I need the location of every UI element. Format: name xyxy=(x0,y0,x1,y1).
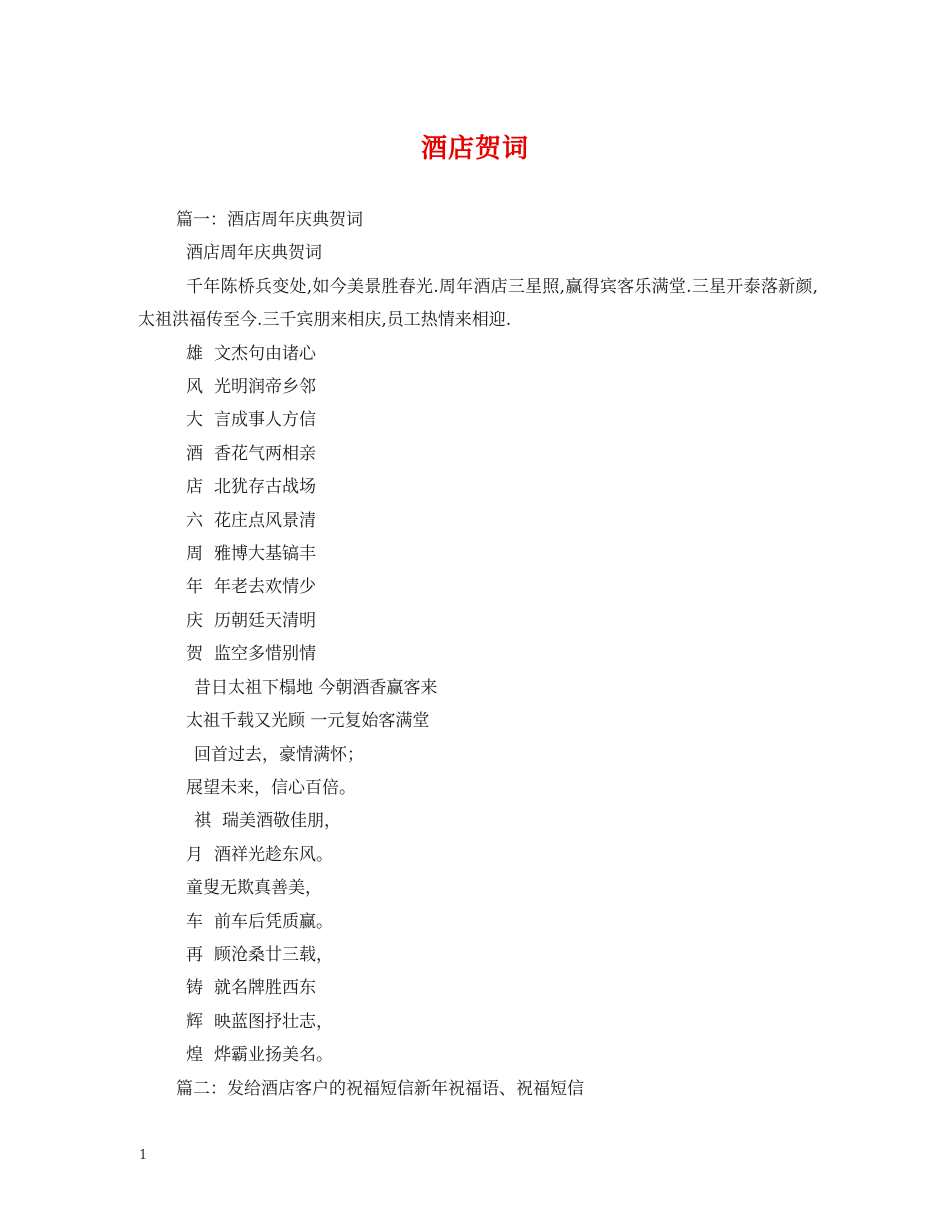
acrostic-text: 顾沧桑廿三载， xyxy=(214,944,333,965)
acrostic-text: 花庄点风景清 xyxy=(214,510,316,531)
couplet-line: 昔日太祖下榻地 今朝酒香赢客来 xyxy=(194,677,438,698)
subheading: 酒店周年庆典贺词 xyxy=(186,243,322,264)
verse-line: 展望未来，信心百倍。 xyxy=(186,777,356,798)
acrostic-char: 车 xyxy=(186,911,203,932)
acrostic-char: 庆 xyxy=(186,610,203,631)
acrostic-line xyxy=(138,805,818,838)
acrostic-char: 再 xyxy=(186,944,203,965)
document-title: 酒店贺词 xyxy=(420,134,529,164)
acrostic-text: 光明润帝乡邻 xyxy=(214,377,316,398)
paragraph: 千年陈桥兵变处,如今美景胜春光.周年酒店三星照,赢得宾客乐满堂.三星开泰落新颜,太祖洪福传至今.三千宾朋来相庆,员工热情来相迎. xyxy=(138,276,818,331)
acrostic-char: 店 xyxy=(186,477,203,498)
acrostic-line xyxy=(138,538,818,571)
acrostic-line xyxy=(138,939,818,972)
page-number: 1 xyxy=(139,1148,148,1163)
acrostic-line xyxy=(138,371,818,404)
couplet-line: 太祖千载又光顾 一元复始客满堂 xyxy=(186,711,430,732)
verse-line: 回首过去，豪情满怀； xyxy=(194,744,364,765)
document-body xyxy=(138,204,818,1106)
acrostic-text: 历朝廷天清明 xyxy=(214,610,316,631)
acrostic-char: 风 xyxy=(186,377,203,398)
acrostic-text: 雅博大基镐丰 xyxy=(214,544,316,565)
acrostic-line xyxy=(138,906,818,939)
acrostic-char: 雄 xyxy=(186,343,203,364)
acrostic-line xyxy=(138,438,818,471)
acrostic-char: 酒 xyxy=(186,443,203,464)
acrostic-line xyxy=(138,505,818,538)
acrostic-text: 烨霸业扬美名。 xyxy=(214,1045,333,1066)
section-heading: 篇二：发给酒店客户的祝福短信新年祝福语、祝福短信 xyxy=(176,1078,584,1099)
acrostic-char: 贺 xyxy=(186,644,203,665)
acrostic-line xyxy=(138,605,818,638)
acrostic-line xyxy=(138,404,818,437)
verse-line: 童叟无欺真善美， xyxy=(186,878,322,899)
acrostic-char: 铸 xyxy=(186,978,203,999)
acrostic-text: 瑞美酒敬佳朋， xyxy=(222,811,341,832)
acrostic-char: 周 xyxy=(186,544,203,565)
acrostic-text: 就名牌胜西东 xyxy=(214,978,316,999)
acrostic-text: 北犹存古战场 xyxy=(214,477,316,498)
acrostic-text: 监空多惜别情 xyxy=(214,644,316,665)
acrostic-char: 年 xyxy=(186,577,203,598)
acrostic-text: 言成事人方信 xyxy=(214,410,316,431)
acrostic-char: 辉 xyxy=(186,1011,203,1032)
acrostic-line xyxy=(138,338,818,371)
acrostic-char: 六 xyxy=(186,510,203,531)
acrostic-text: 文杰句由诸心 xyxy=(214,343,316,364)
acrostic-line xyxy=(138,638,818,671)
acrostic-text: 香花气两相亲 xyxy=(214,443,316,464)
acrostic-line xyxy=(138,1039,818,1072)
acrostic-text: 前车后凭质赢。 xyxy=(214,911,333,932)
acrostic-char: 大 xyxy=(186,410,203,431)
acrostic-text: 酒祥光趁东风。 xyxy=(214,844,333,865)
acrostic-char: 月 xyxy=(186,844,203,865)
acrostic-char: 煌 xyxy=(186,1045,203,1066)
acrostic-line xyxy=(138,571,818,604)
section-heading: 篇一：酒店周年庆典贺词 xyxy=(176,210,363,230)
acrostic-line xyxy=(138,1006,818,1039)
acrostic-text: 映蓝图抒壮志， xyxy=(214,1011,333,1032)
acrostic-line xyxy=(138,471,818,504)
acrostic-text: 年老去欢情少 xyxy=(214,577,316,598)
acrostic-line xyxy=(138,972,818,1005)
acrostic-char: 祺 xyxy=(194,811,211,832)
acrostic-line xyxy=(138,839,818,872)
